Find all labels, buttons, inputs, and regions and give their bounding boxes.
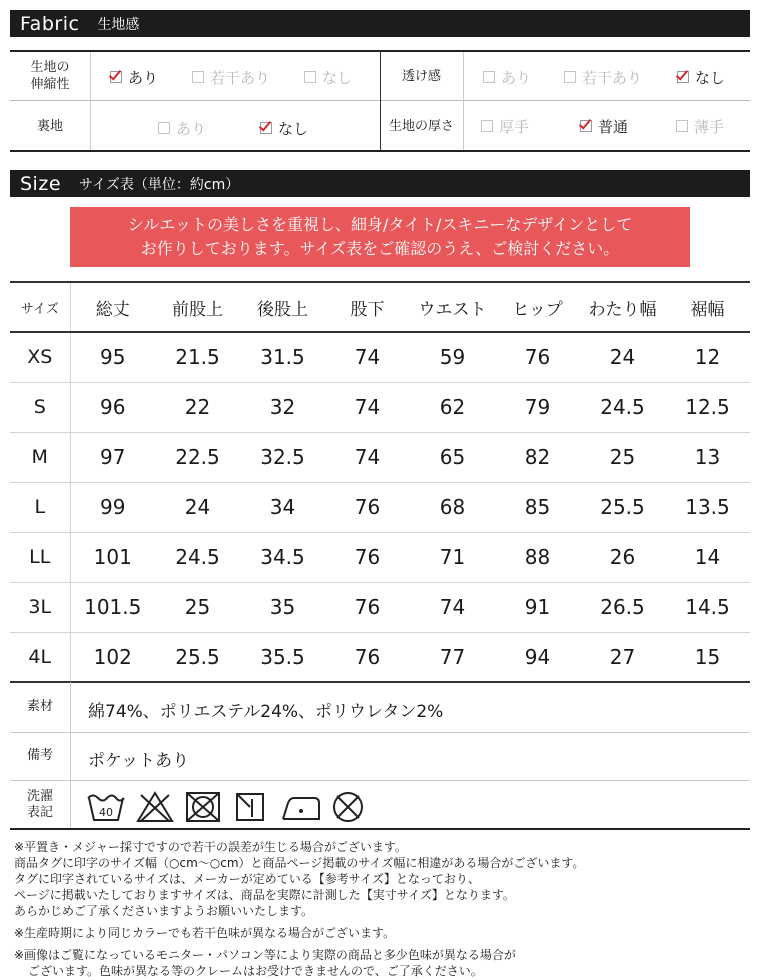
size-column-header: サイズ [10, 282, 70, 332]
size-value: 34 [240, 482, 325, 532]
size-column-header: わたり幅 [580, 282, 665, 332]
care-label: 洗濯 表記 [26, 789, 53, 820]
size-value: 91 [495, 582, 580, 632]
size-value: 25.5 [155, 632, 240, 682]
size-value: 35 [240, 582, 325, 632]
fabric-row-label: 透け感 [401, 68, 441, 84]
size-column-header: 股下 [325, 282, 410, 332]
size-subtitle: サイズ表（単位：約cm） [79, 176, 240, 193]
size-value: 79 [495, 382, 580, 432]
fabric-option [677, 66, 725, 88]
note-line-1: ※平置き・メジャー採寸ですので若干の誤差が生じる場合がございます。 [14, 840, 407, 854]
size-value: 27 [580, 632, 665, 682]
note-line-2: 商品タグに印字のサイズ幅（○cm〜○cm）と商品ページ掲載のサイズ幅に相違がある場合がございます。 [14, 856, 585, 870]
size-value: 21.5 [155, 332, 240, 382]
fabric-option [564, 66, 642, 88]
size-value: 22 [155, 382, 240, 432]
no-bleach-icon [135, 790, 175, 824]
size-column-header: 裾幅 [665, 282, 750, 332]
line-dry-shade-icon [234, 790, 266, 824]
note-line-5: あらかじめご了承くださいますようお願いいたします。 [14, 904, 314, 918]
size-column-header: ヒップ [495, 282, 580, 332]
size-value: 24 [580, 332, 665, 382]
fabric-option-label: 若干あり [582, 68, 643, 87]
fabric-option-label: あり [501, 68, 532, 87]
fabric-option [192, 66, 270, 88]
size-value: 76 [495, 332, 580, 382]
fabric-option [158, 117, 206, 139]
wash-40-icon [86, 790, 126, 824]
material-label: 素材 [26, 699, 53, 714]
material-value: 綿74%、ポリエステル24%、ポリウレタン2% [88, 702, 444, 722]
size-label: M [10, 432, 70, 482]
size-value: 13 [665, 432, 750, 482]
fabric-option-label: あり [176, 119, 207, 138]
note-line-8: ございます。色味が異なる等のクレームはお受けできませんので、ご了承ください。 [28, 964, 483, 978]
fabric-option-label: 厚手 [499, 117, 530, 136]
size-value: 88 [495, 532, 580, 582]
no-tumble-dry-icon [184, 790, 222, 824]
size-value: 24.5 [155, 532, 240, 582]
note-line-7: ※画像はご覧になっているモニター・パソコン等により実際の商品と多少色味が異なる場合が [14, 948, 516, 962]
size-value: 74 [325, 432, 410, 482]
fabric-row-label: 生地の 伸縮性 [30, 60, 70, 92]
note-line-4: ページに掲載いたしておりますサイズは、商品を実際に計測した【実寸サイズ】となります。 [14, 888, 515, 902]
unchecked-box-icon [158, 122, 170, 134]
size-value: 101.5 [70, 582, 155, 632]
size-row [10, 632, 750, 682]
fabric-option [676, 115, 724, 137]
size-value: 74 [410, 582, 495, 632]
size-row [10, 332, 750, 382]
size-value: 95 [70, 332, 155, 382]
size-value: 25 [580, 432, 665, 482]
size-value: 76 [325, 582, 410, 632]
size-value: 32 [240, 382, 325, 432]
remarks-label: 備考 [26, 748, 53, 763]
fabric-option-label: なし [278, 119, 309, 138]
size-value: 26 [580, 532, 665, 582]
fabric-option [483, 66, 531, 88]
no-dryclean-icon [330, 790, 366, 824]
unchecked-box-icon [676, 120, 688, 132]
checked-box-icon [260, 122, 272, 134]
unchecked-box-icon [481, 120, 493, 132]
unchecked-box-icon [304, 71, 316, 83]
size-value: 15 [665, 632, 750, 682]
size-value: 26.5 [580, 582, 665, 632]
size-value: 12 [665, 332, 750, 382]
size-value: 25.5 [580, 482, 665, 532]
size-value: 65 [410, 432, 495, 482]
size-value: 14.5 [665, 582, 750, 632]
size-value: 74 [325, 332, 410, 382]
fabric-option [580, 115, 628, 137]
fabric-subtitle: 生地感 [97, 16, 140, 33]
size-value: 24.5 [580, 382, 665, 432]
fabric-option [304, 66, 352, 88]
size-row [10, 482, 750, 532]
fit-notice-line-2: お作りしております。サイズ表をご確認のうえ、ご検討ください。 [140, 239, 620, 258]
unchecked-box-icon [564, 71, 576, 83]
fabric-row-label: 生地の厚さ [388, 118, 454, 134]
unchecked-box-icon [192, 71, 204, 83]
size-column-header: 後股上 [240, 282, 325, 332]
notes [14, 839, 754, 979]
note-line-6: ※生産時期により同じカラーでも若干色味が異なる場合がございます。 [14, 926, 396, 940]
size-value: 22.5 [155, 432, 240, 482]
size-value: 68 [410, 482, 495, 532]
size-value: 82 [495, 432, 580, 482]
fabric-option-label: なし [695, 68, 726, 87]
size-value: 31.5 [240, 332, 325, 382]
size-label: XS [10, 332, 70, 382]
size-table-header [10, 282, 750, 332]
size-value: 59 [410, 332, 495, 382]
fabric-option-label: あり [128, 68, 159, 87]
size-value: 62 [410, 382, 495, 432]
fabric-option [260, 117, 308, 139]
size-row [10, 582, 750, 632]
fabric-row-label: 裏地 [36, 118, 63, 134]
size-value: 94 [495, 632, 580, 682]
size-value: 25 [155, 582, 240, 632]
size-value: 97 [70, 432, 155, 482]
size-value: 85 [495, 482, 580, 532]
fabric-header [10, 10, 750, 37]
iron-low-icon [280, 790, 322, 824]
size-value: 101 [70, 532, 155, 582]
fabric-option-label: 普通 [598, 117, 629, 136]
size-column-header: 総丈 [70, 282, 155, 332]
size-row [10, 532, 750, 582]
size-table [10, 281, 750, 683]
remarks-value: ポケットあり [88, 751, 190, 771]
fabric-option [481, 115, 529, 137]
fabric-option-label: 薄手 [694, 117, 725, 136]
size-label: 4L [10, 632, 70, 682]
unchecked-box-icon [483, 71, 495, 83]
size-column-header: ウエスト [410, 282, 495, 332]
size-header [10, 170, 750, 197]
size-value: 13.5 [665, 482, 750, 532]
size-value: 12.5 [665, 382, 750, 432]
size-value: 96 [70, 382, 155, 432]
size-value: 74 [325, 382, 410, 432]
fabric-title: Fabric [20, 12, 80, 35]
fabric-option-label: なし [322, 68, 353, 87]
size-value: 14 [665, 532, 750, 582]
size-value: 34.5 [240, 532, 325, 582]
fabric-option [110, 66, 158, 88]
size-column-header: 前股上 [155, 282, 240, 332]
fit-notice [70, 207, 690, 267]
size-value: 76 [325, 532, 410, 582]
size-value: 71 [410, 532, 495, 582]
size-label: S [10, 382, 70, 432]
size-label: LL [10, 532, 70, 582]
size-value: 76 [325, 482, 410, 532]
checked-box-icon [580, 120, 592, 132]
size-value: 77 [410, 632, 495, 682]
size-value: 99 [70, 482, 155, 532]
fabric-option-label: 若干あり [210, 68, 271, 87]
size-value: 32.5 [240, 432, 325, 482]
size-row [10, 432, 750, 482]
size-label: 3L [10, 582, 70, 632]
size-value: 35.5 [240, 632, 325, 682]
note-line-3: タグに印字されているサイズは、メーカーが定めている【参考サイズ】となっており、 [14, 872, 480, 886]
size-row [10, 382, 750, 432]
size-value: 24 [155, 482, 240, 532]
checked-box-icon [110, 71, 122, 83]
checked-box-icon [677, 71, 689, 83]
size-value: 76 [325, 632, 410, 682]
fit-notice-line-1: シルエットの美しさを重視し、細身/タイト/スキニーなデザインとして [127, 215, 633, 234]
size-title: Size [20, 172, 62, 195]
svg-text:40: 40 [99, 806, 113, 819]
size-label: L [10, 482, 70, 532]
size-value: 102 [70, 632, 155, 682]
